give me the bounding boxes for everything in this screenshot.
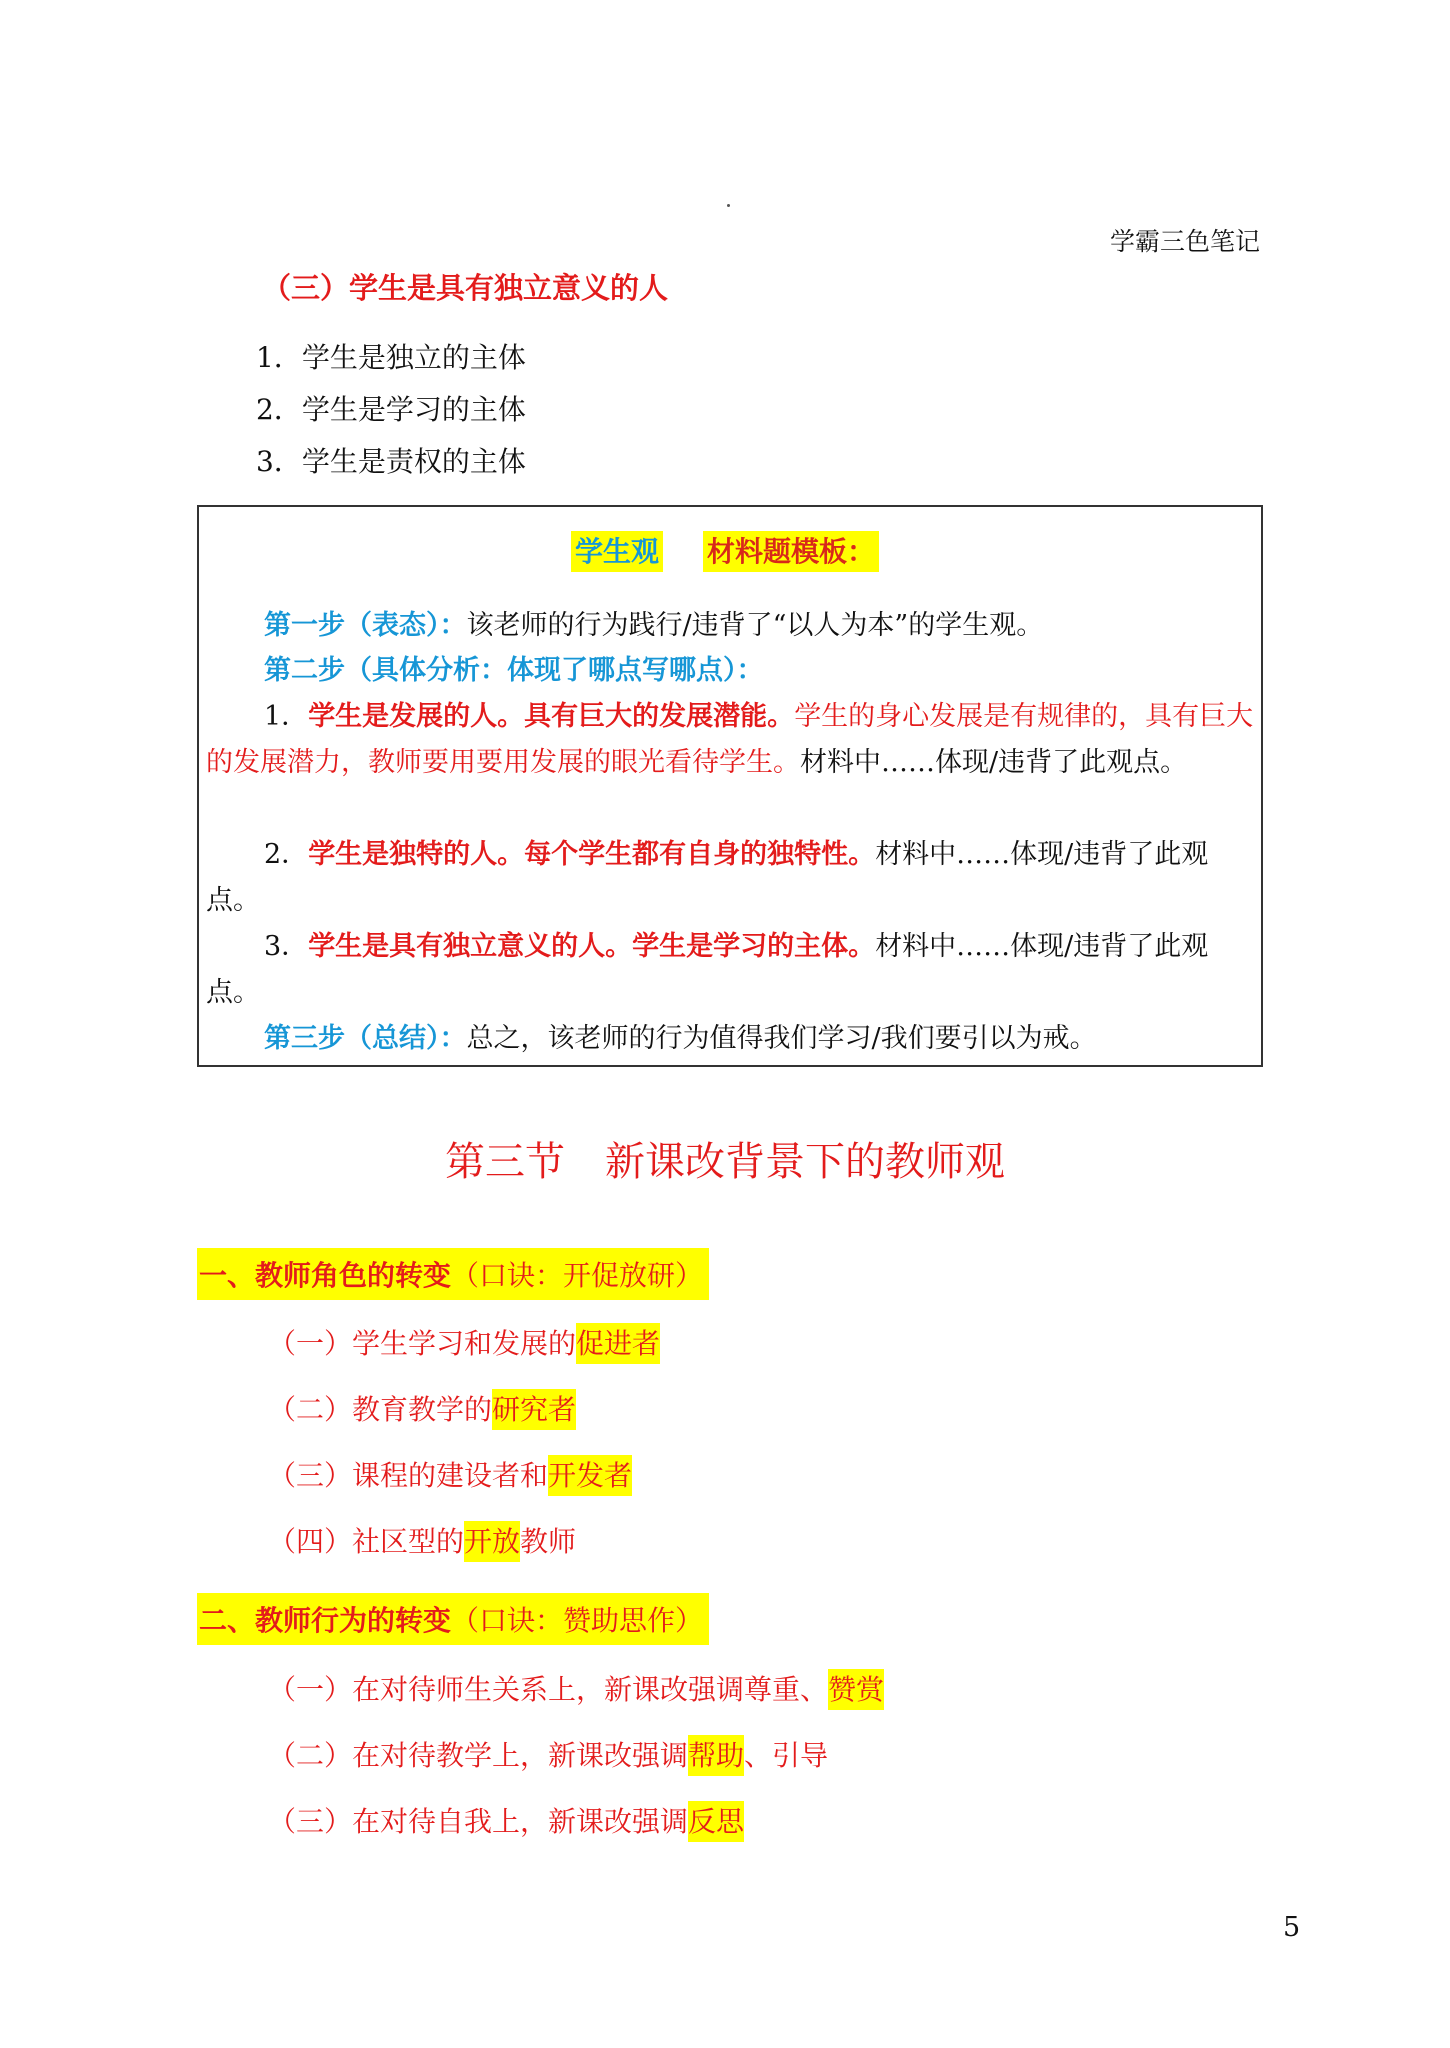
point-2: 2．学生是独特的人。每个学生都有自身的独特性。材料中……体现/违背了此观点。 — [206, 839, 1209, 916]
role-item-2: （二）教育教学的研究者 — [268, 1388, 576, 1428]
part3-heading: （三）学生是具有独立意义的人 — [262, 271, 669, 305]
behavior-item-2: （二）在对待教学上，新课改强调帮助、引导 — [268, 1734, 828, 1774]
step-1-text: 该老师的行为践行/违背了“以人为本”的学生观。 — [466, 610, 1044, 641]
section-title: 第三节 新课改背景下的教师观 — [445, 1139, 1005, 1185]
behaviors-heading: 二、教师行为的转变（口诀：赞助思作） — [197, 1593, 709, 1645]
point-1: 1．学生是发展的人。具有巨大的发展潜能。学生的身心发展是有规律的，具有巨大的发展潜力，教师要用要用发展的眼光看待学生。材料中……体现/违背了此观点。 — [206, 701, 1254, 778]
top-dot — [727, 204, 730, 207]
template-label: 材料题模板： — [703, 531, 879, 572]
part3-item-1: 1．学生是独立的主体 — [256, 341, 526, 374]
step-3 — [264, 1016, 1097, 1055]
behavior-item-1: （一）在对待师生关系上，新课改强调尊重、赞赏 — [268, 1668, 884, 1708]
step-1-label: 第一步（表态）： — [264, 610, 467, 641]
step-2 — [264, 648, 764, 687]
step-2-label: 第二步（具体分析：体现了哪点写哪点）： — [264, 655, 764, 686]
step-3-text: 总之，该老师的行为值得我们学习/我们要引以为戒。 — [466, 1023, 1097, 1054]
header-title: 学霸三色笔记 — [1109, 227, 1260, 256]
step-1 — [264, 603, 1043, 642]
student-view-label: 学生观 — [571, 531, 663, 572]
point-3: 3．学生是具有独立意义的人。学生是学习的主体。材料中……体现/违背了此观点。 — [206, 931, 1209, 1008]
roles-heading: 一、教师角色的转变（口诀：开促放研） — [197, 1248, 709, 1300]
part3-item-2: 2．学生是学习的主体 — [256, 393, 526, 426]
step-3-label: 第三步（总结）： — [264, 1023, 467, 1054]
role-item-1: （一）学生学习和发展的促进者 — [268, 1322, 660, 1362]
behavior-item-3: （三）在对待自我上，新课改强调反思 — [268, 1800, 744, 1840]
role-item-3: （三）课程的建设者和开发者 — [268, 1454, 632, 1494]
role-item-4: （四）社区型的开放教师 — [268, 1520, 576, 1560]
template-box-title — [0, 530, 1450, 570]
part3-item-3: 3．学生是责权的主体 — [256, 445, 526, 478]
page-number: 5 — [1283, 1912, 1301, 1943]
